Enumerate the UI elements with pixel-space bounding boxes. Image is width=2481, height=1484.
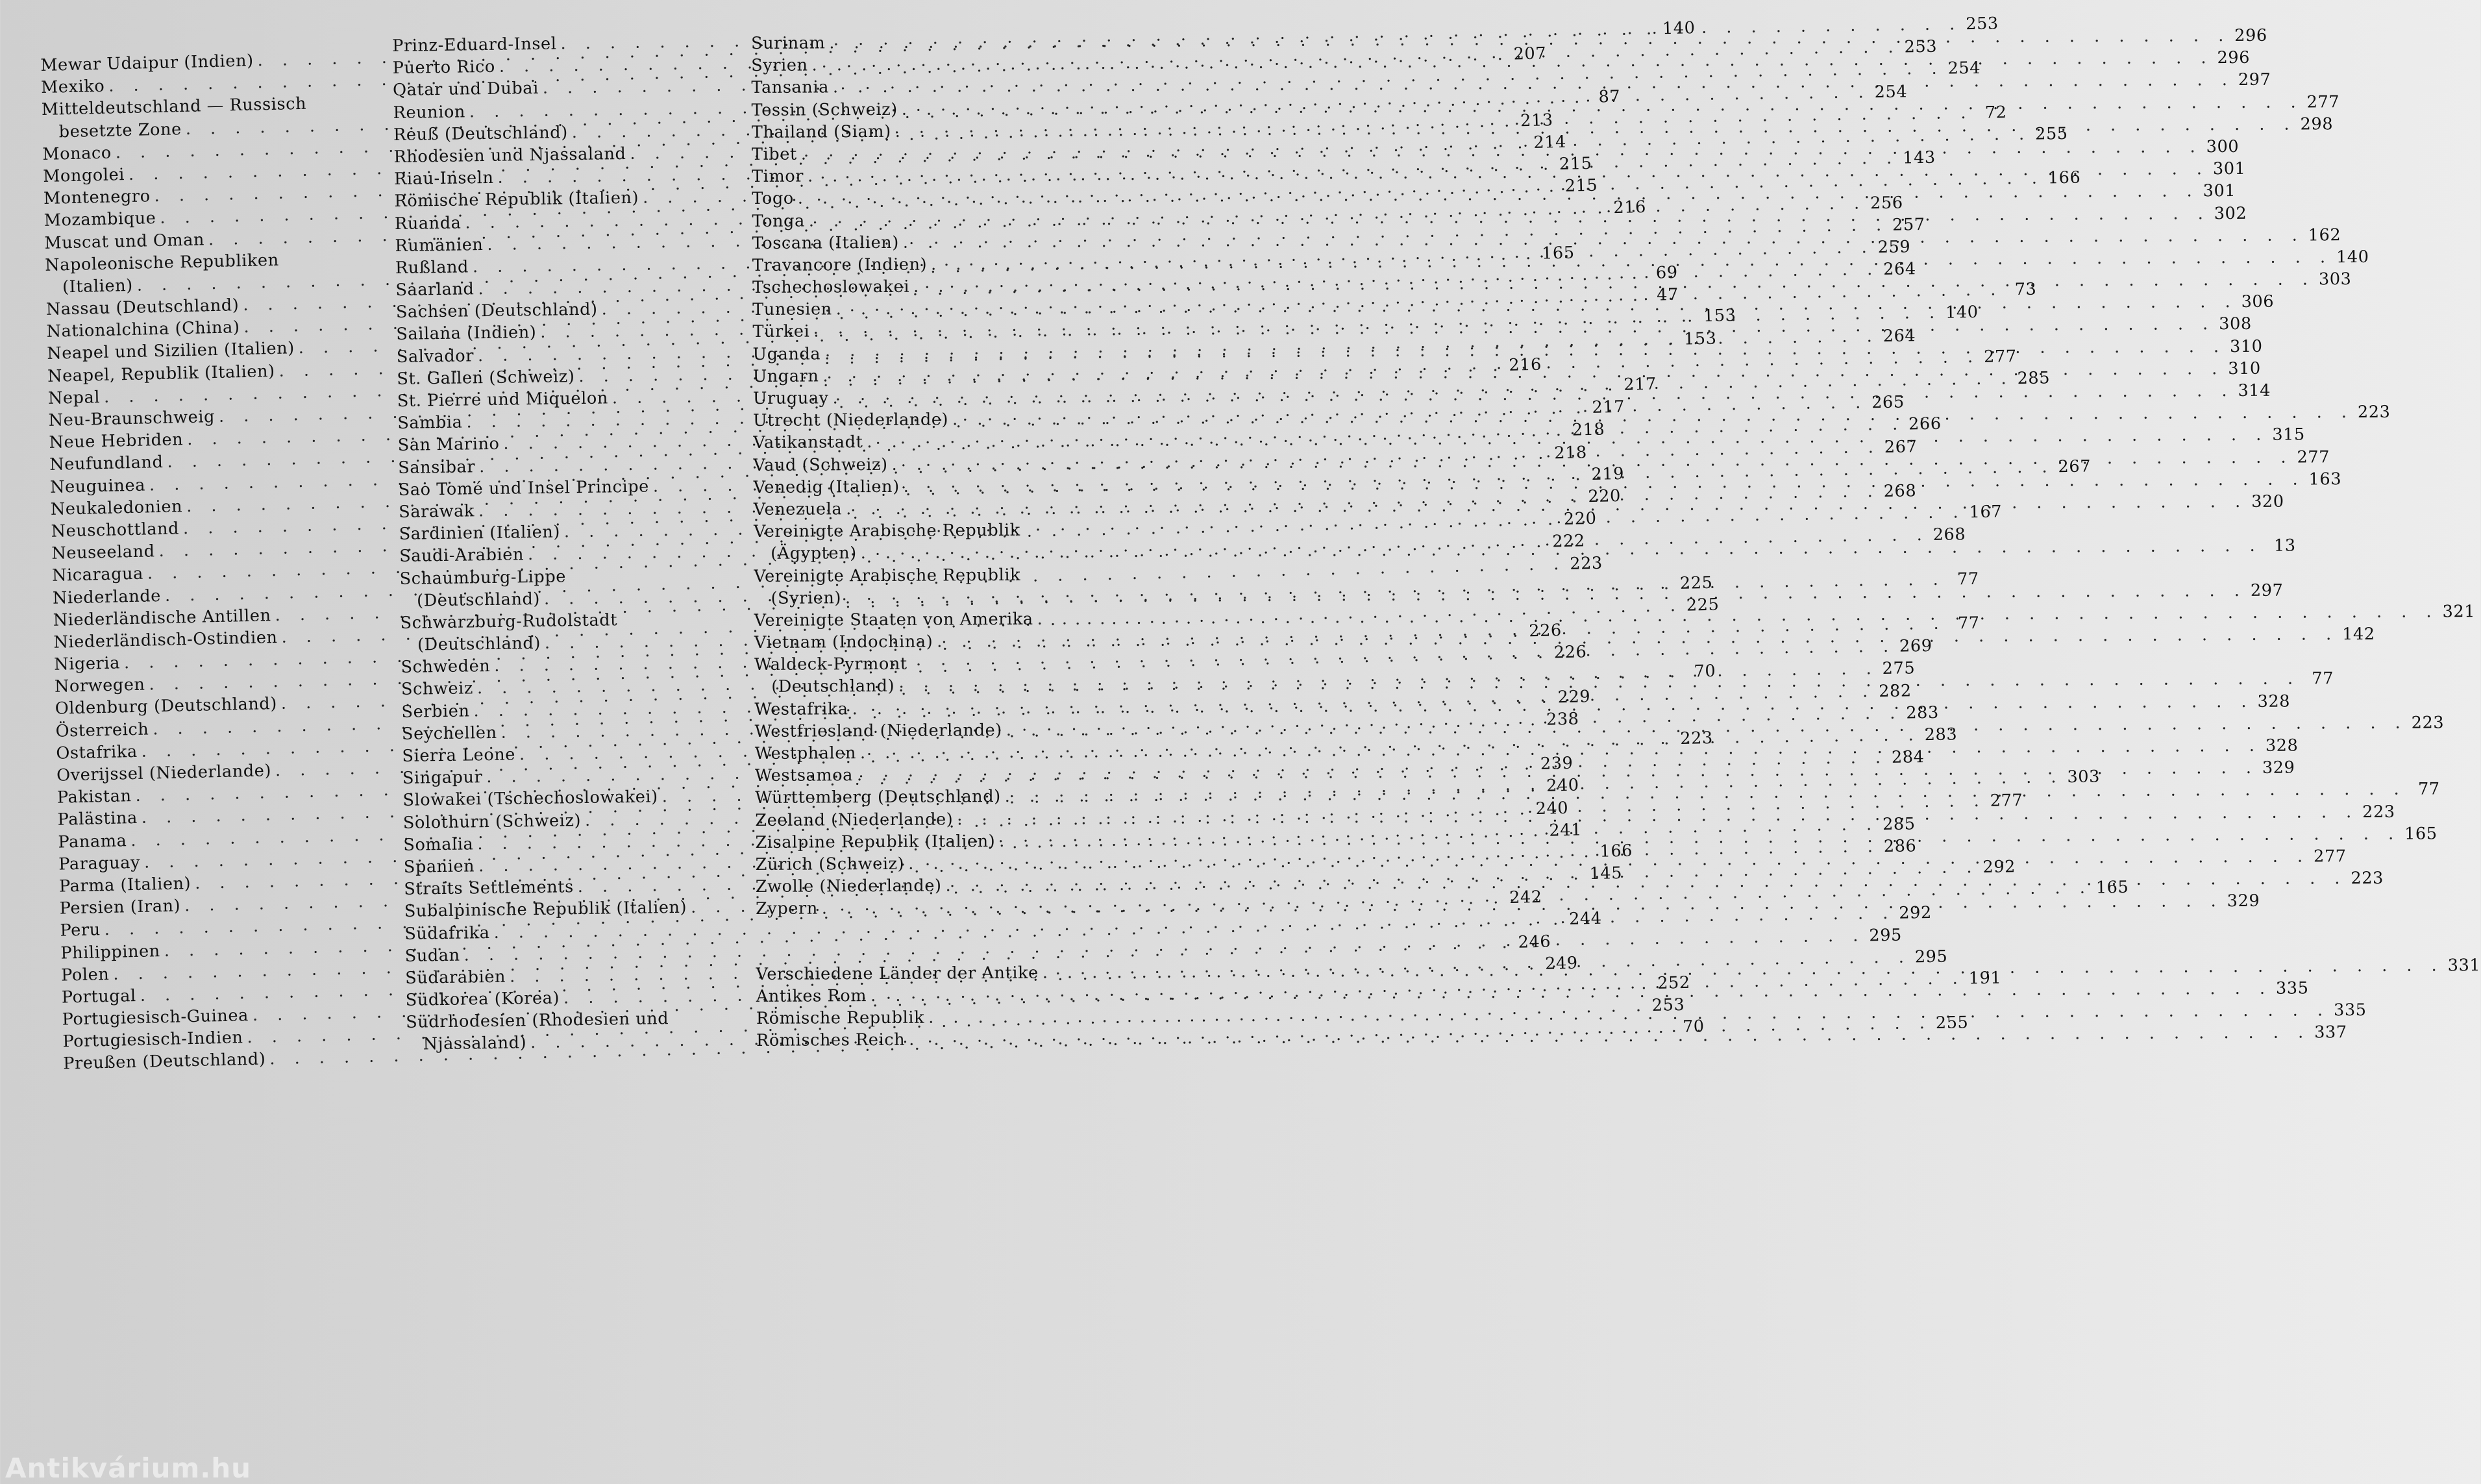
entry-name: Thailand (Siam) <box>751 121 891 142</box>
entry-page-number: 218 <box>1572 419 1605 440</box>
entry-page-number: 72 <box>1984 103 2007 123</box>
entry-page-number: 165 <box>1541 243 1575 264</box>
entry-page-number: 166 <box>1599 841 1633 861</box>
entry-page-number: 165 <box>2095 878 2129 898</box>
entry-name: Monaco <box>42 143 112 164</box>
entry-name: Mozambique <box>43 208 156 231</box>
entry-name: Ruanda <box>394 213 462 234</box>
entry-name: Saudi-Arabien <box>399 545 525 567</box>
entry-page-number: 282 <box>1879 681 1912 701</box>
entry-name: Württemberg (Deutschland) <box>755 787 1001 808</box>
entry-name: Westsamoa <box>754 765 854 786</box>
entry-name: Niederlande <box>52 586 162 608</box>
entry-page-number: 249 <box>1544 953 1578 974</box>
entry-page-number: 308 <box>2219 314 2252 334</box>
entry-name: St. Gallen (Schweiz) <box>397 366 575 389</box>
section-gap <box>756 919 1082 963</box>
entry-name: Uruguay <box>752 388 829 408</box>
entry-name: (Syrien) <box>771 587 842 608</box>
entry-page-number: 253 <box>1651 995 1685 1016</box>
entry-name: Timor <box>752 166 804 187</box>
entry-page-number: 315 <box>2272 425 2305 445</box>
entry-page-number: 77 <box>2417 779 2440 799</box>
entry-page-number: 285 <box>1882 814 1916 834</box>
entry-page-number: 218 <box>1553 442 1588 463</box>
entry-name: Straits Settlements <box>404 877 574 899</box>
entry-name: Neukaledonien <box>50 496 183 519</box>
entry-name: Parma (Italien) <box>58 874 191 897</box>
entry-name: Rumänien <box>395 234 484 256</box>
entry-name: Tansania <box>751 77 830 98</box>
entry-name: Neapel und Sizilien (Italien) <box>47 338 295 364</box>
entry-name: Ostafrika <box>56 741 138 763</box>
entry-page-number: 277 <box>2297 447 2330 467</box>
entry-name: (Deutschland) <box>416 589 541 611</box>
entry-page-number: 252 <box>1657 972 1691 993</box>
entry-name: Neapel, Republik (Italien) <box>47 361 275 386</box>
entry-page-number: 320 <box>2251 491 2284 512</box>
entry-name: Polen <box>60 964 110 985</box>
entry-page-number: 223 <box>2351 868 2384 889</box>
entry-page-number: 73 <box>2014 279 2037 300</box>
entry-page-number: 286 <box>1883 836 1917 856</box>
entry-page-number: 331 <box>2447 955 2481 975</box>
entry-page-number: 241 <box>1549 820 1583 841</box>
entry-page-number: 300 <box>2206 136 2240 157</box>
entry-name: Salvador <box>396 345 475 367</box>
entry-page-number: 215 <box>1559 153 1592 175</box>
entry-name: Reuß (Deutschland) <box>393 122 568 145</box>
entry-page-number: 191 <box>1968 968 2002 989</box>
entry-name: Verschiedene Länder der Antike <box>756 963 1039 984</box>
entry-name: Schwarzburg-Rudolstadt <box>400 610 618 633</box>
entry-name: Österreich <box>55 719 149 741</box>
entry-page-number: 220 <box>1563 508 1597 530</box>
entry-page-number: 240 <box>1535 798 1569 819</box>
entry-page-number: 219 <box>1591 464 1625 484</box>
watermark: Antikvárium.hu <box>5 1452 252 1484</box>
entry-page-number: 275 <box>1882 658 1916 679</box>
entry-name: Palästina <box>57 808 138 830</box>
entry-page-number: 259 <box>1877 237 1911 257</box>
entry-page-number: 255 <box>2034 123 2068 144</box>
entry-page-number: 268 <box>1883 481 1917 501</box>
entry-page-number: 140 <box>1945 303 1979 323</box>
entry-page-number: 314 <box>2238 380 2271 401</box>
entry-name: Peru <box>60 920 101 941</box>
entry-name: (Ägypten) <box>771 543 857 564</box>
entry-name: Zürich (Schweiz) <box>755 854 905 874</box>
entry-page-number: 310 <box>2230 336 2263 356</box>
entry-name: Vatikanstadt <box>753 432 863 453</box>
entry-name: Paraguay <box>58 852 141 874</box>
entry-name: Westfriesland (Niederlande) <box>754 720 1002 741</box>
entry-page-number: 142 <box>2342 624 2375 645</box>
entry-page-number: 223 <box>2362 802 2395 822</box>
entry-name: Sao Tomé und Insel Principe <box>398 476 650 500</box>
entry-page-number: 268 <box>1932 525 1966 545</box>
entry-page-number: 244 <box>1568 908 1602 929</box>
entry-name: Tibet <box>751 144 797 164</box>
entry-name: Nepal <box>47 387 101 408</box>
entry-name: Vietnam (Indochina) <box>754 632 933 653</box>
entry-name: Westphalen <box>754 743 857 763</box>
entry-name: Schweden <box>401 656 491 678</box>
entry-name: Zwolle (Niederlande) <box>755 876 942 897</box>
entry-name: San Marino <box>397 434 500 456</box>
entry-name: Venezuela <box>753 499 843 519</box>
entry-name: Neuguinea <box>49 475 146 497</box>
entry-name: besetzte Zone <box>58 119 182 142</box>
entry-page-number: 297 <box>2238 70 2271 90</box>
entry-name: Zeeland (Niederlande) <box>755 809 954 830</box>
entry-page-number: 292 <box>1899 902 1932 923</box>
entry-name: Südafrika <box>404 922 490 944</box>
entry-name: Singapur <box>402 767 483 789</box>
entry-name: Philippinen <box>60 941 161 963</box>
entry-page-number: 217 <box>1592 397 1625 418</box>
entry-name: Nigeria <box>53 653 121 674</box>
entry-name: Portugal <box>61 985 137 1008</box>
entry-name: St. Pierre und Miquelon <box>397 388 609 411</box>
entry-page-number: 70 <box>1694 662 1716 682</box>
entry-page-number: 297 <box>2250 580 2284 600</box>
entry-page-number: 223 <box>1569 553 1603 574</box>
entry-name: Tonga <box>752 211 805 231</box>
entry-page-number: 256 <box>1870 193 1903 213</box>
entry-name: Waldeck-Pyrmont <box>754 654 907 675</box>
entry-page-number: 70 <box>1682 1017 1705 1037</box>
entry-name: Togo <box>752 188 794 209</box>
entry-name: Sarawak <box>399 501 475 522</box>
entry-page-number: 214 <box>1533 132 1567 153</box>
entry-name: Pakistan <box>56 786 132 808</box>
entry-page-number: 216 <box>1509 354 1542 375</box>
entry-name: Spanien <box>403 856 475 877</box>
entry-page-number: 153 <box>1703 306 1736 327</box>
entry-page-number: 140 <box>1662 18 1696 39</box>
entry-page-number: 283 <box>1906 702 1940 723</box>
entry-page-number: 253 <box>1904 36 1938 57</box>
entry-page-number: 298 <box>2300 114 2334 134</box>
entry-page-number: 257 <box>1892 214 1925 235</box>
entry-page-number: 77 <box>2312 669 2334 689</box>
entry-name: Nicaragua <box>51 563 144 586</box>
entry-page-number: 253 <box>1966 14 1999 34</box>
entry-name: Reunion <box>393 101 466 123</box>
entry-page-number: 301 <box>2203 181 2236 201</box>
entry-page-number: 335 <box>2333 1000 2367 1020</box>
entry-page-number: 337 <box>2314 1022 2347 1043</box>
entry-page-number: 47 <box>1656 285 1679 305</box>
entry-name: Sierra Leone <box>402 745 516 766</box>
entry-page-number: 239 <box>1540 753 1574 774</box>
entry-page-number: 217 <box>1623 374 1657 395</box>
entry-page-number: 167 <box>1969 502 2003 523</box>
entry-page-number: 267 <box>1884 436 1918 457</box>
entry-page-number: 246 <box>1518 932 1551 952</box>
entry-page-number: 306 <box>2241 291 2275 312</box>
entry-name: Sailana (Indien) <box>396 323 537 345</box>
entry-page-number: 321 <box>2442 601 2476 622</box>
entry-page-number: 215 <box>1564 175 1598 197</box>
entry-name: Panama <box>58 830 127 852</box>
entry-name: Mexiko <box>40 76 105 98</box>
entry-page-number: 267 <box>2058 456 2092 476</box>
entry-page-number: 87 <box>1598 86 1621 107</box>
entry-page-number: 329 <box>2227 891 2260 911</box>
entry-page-number: 69 <box>1655 262 1678 283</box>
entry-page-number: 153 <box>1683 328 1717 349</box>
entry-page-number: 254 <box>1947 58 1981 79</box>
entry-page-number: 285 <box>2017 368 2051 389</box>
entry-page-number: 266 <box>1908 414 1942 434</box>
entry-name: Somalia <box>403 834 474 855</box>
entry-name: Ungarn <box>752 366 819 386</box>
entry-page-number: 225 <box>1686 595 1720 615</box>
entry-name: Neuseeland <box>51 541 155 563</box>
entry-page-number: 226 <box>1553 642 1587 663</box>
entry-page-number: 264 <box>1882 259 1916 280</box>
entry-name: Niederländische Antillen <box>53 605 271 630</box>
entry-name: Muscat und Oman <box>44 229 205 253</box>
entry-page-number: 240 <box>1546 775 1580 797</box>
entry-page-number: 216 <box>1613 197 1647 217</box>
index-entry <box>754 563 1080 587</box>
entry-name: Sambia <box>397 412 463 434</box>
entry-name: Mongolei <box>42 165 125 186</box>
entry-name: Puerto Rico <box>392 56 496 79</box>
entry-name: (Deutschland) <box>771 676 895 697</box>
entry-page-number: 226 <box>1528 621 1562 641</box>
entry-name: Montenegro <box>43 186 151 209</box>
entry-name: Tunesien <box>752 299 832 320</box>
entry-name: Solothurn (Schweiz) <box>402 810 582 833</box>
entry-page-number: 223 <box>2411 713 2445 733</box>
entry-name: Norwegen <box>54 674 145 697</box>
entry-name: Oldenburg (Deutschland) <box>55 694 278 719</box>
entry-name: Sansibar <box>398 456 476 478</box>
entry-page-number: 223 <box>1680 728 1714 748</box>
entry-page-number: 277 <box>2306 92 2340 112</box>
entry-name: Riau-Inseln <box>393 167 494 190</box>
entry-name: Nationalchina (China) <box>46 317 240 342</box>
entry-name: Sardinien (Italien) <box>399 522 561 545</box>
entry-page-number: 303 <box>2067 767 2101 787</box>
entry-page-number: 328 <box>2257 691 2291 711</box>
entry-name: Utrecht (Niederlande) <box>753 410 949 431</box>
entry-page-number: 295 <box>1869 925 1903 946</box>
entry-page-number: 269 <box>1899 636 1932 656</box>
entry-name: Vaud (Schweiz) <box>753 454 888 475</box>
entry-page-number: 283 <box>1924 724 1958 745</box>
entry-name: Travancore (Indien) <box>752 254 928 275</box>
entry-name: Qatar und Dubai <box>392 79 539 101</box>
entry-page-number: 140 <box>2336 247 2369 267</box>
entry-page-number: 145 <box>1589 863 1623 884</box>
entry-page-number: 277 <box>2314 847 2347 867</box>
entry-page-number: 213 <box>1520 110 1553 131</box>
entry-name: Persien (Iran) <box>59 896 181 919</box>
entry-name: Westafrika <box>754 699 848 719</box>
index-entry <box>754 652 1081 676</box>
entry-name: Sudan <box>404 945 460 966</box>
entry-name: Südkorea (Korea) <box>405 988 560 1010</box>
entry-page-number: 162 <box>2308 225 2341 245</box>
entry-name: Overijssel (Niederlande) <box>56 761 272 785</box>
entry-page-number: 229 <box>1557 686 1591 707</box>
entry-page-number: 254 <box>1874 81 1908 102</box>
entry-name: Portugiesisch-Indien <box>62 1028 243 1052</box>
entry-page-number: 163 <box>2308 469 2342 489</box>
entry-name: Neue Hebriden <box>49 430 184 453</box>
entry-name: Vereinigte Staaten von Amerika <box>754 609 1033 630</box>
entry-page-number: 166 <box>2047 168 2081 188</box>
entry-name: Syrien <box>751 55 808 76</box>
entry-page-number: 328 <box>2265 736 2299 756</box>
entry-name: (Italien) <box>62 275 134 297</box>
entry-page-number: 143 <box>1903 147 1936 168</box>
entry-page-number: 265 <box>1871 392 1905 413</box>
entry-page-number: 277 <box>1990 790 2023 811</box>
entry-page-number: 13 <box>2273 536 2296 556</box>
entry-page-number: 220 <box>1588 486 1622 507</box>
entry-name: Mewar Udaipur (Indien) <box>40 51 254 75</box>
entry-name: Neufundland <box>49 452 164 475</box>
entry-page-number: 77 <box>1956 569 1979 589</box>
entry-name: Njassaland) <box>423 1033 527 1054</box>
entry-name: Sachsen (Deutschland) <box>395 299 598 323</box>
entry-name: Preußen (Deutschland) <box>62 1049 266 1074</box>
entry-name: Vereinigte Arabische Republik <box>754 565 1021 586</box>
entry-page-number: 284 <box>1891 747 1925 768</box>
entry-page-number: 301 <box>2212 159 2246 179</box>
entry-page-number: 296 <box>2217 48 2251 68</box>
entry-name: Subalpinische Republik (Italien) <box>404 898 687 922</box>
entry-name: Venedig (Italien) <box>753 476 900 497</box>
entry-name: Toscana (Italien) <box>752 232 899 253</box>
entry-page-number: 296 <box>2234 25 2267 46</box>
entry-page-number: 165 <box>2404 824 2438 844</box>
entry-name: Neuschottland <box>51 519 180 541</box>
entry-name: Prinz-Eduard-Insel <box>392 34 557 56</box>
entry-name: Südarabien <box>405 967 506 988</box>
entry-page-number: 303 <box>2318 269 2352 290</box>
entry-name: Schweiz <box>401 678 474 700</box>
entry-page-number: 255 <box>1935 1013 1969 1033</box>
entry-name: Rhodesien und Njassaland <box>393 143 626 167</box>
entry-page-number: 242 <box>1509 887 1542 908</box>
entry-name: Antikes Rom <box>756 985 867 1006</box>
entry-name: Zypern <box>755 898 818 919</box>
entry-page-number: 77 <box>1957 613 1980 634</box>
entry-name: Tessin (Schweiz) <box>751 99 898 120</box>
entry-name: Rußland <box>395 257 469 278</box>
entry-page-number: 329 <box>2262 758 2295 778</box>
entry-name: Zisalpine Republik (Italien) <box>755 831 996 852</box>
entry-page-number: 302 <box>2214 203 2247 223</box>
entry-name: Tschechoslowakei <box>752 277 910 298</box>
entry-name: Römische Republik (Italien) <box>394 188 639 212</box>
entry-name: Serbien <box>401 701 470 722</box>
entry-name: Schaumburg-Lippe <box>399 566 567 589</box>
entry-page-number: 223 <box>2357 402 2391 423</box>
entry-page-number: 264 <box>1882 325 1916 346</box>
entry-page-number: 292 <box>1982 857 2016 878</box>
entry-page-number: 222 <box>1551 531 1586 552</box>
entry-page-number: 225 <box>1679 573 1713 593</box>
entry-page-number: 238 <box>1546 709 1579 730</box>
entry-name: Seychellen <box>401 723 497 744</box>
entry-page-number: 335 <box>2275 978 2309 998</box>
entry-name: Südrhodesien (Rhodesien und <box>406 1009 669 1033</box>
entry-name: Mitteldeutschland — Russisch <box>41 94 307 120</box>
entry-name: (Deutschland) <box>417 633 541 655</box>
entry-page-number: 295 <box>1914 946 1948 967</box>
entry-name: Vereinigte Arabische Republik <box>753 520 1020 542</box>
entry-name: Napoleonische Republiken <box>45 250 280 275</box>
entry-page-number: 310 <box>2228 358 2261 378</box>
entry-name: Uganda <box>752 344 821 364</box>
entry-name: Türkei <box>752 321 810 342</box>
entry-name: Neu-Braunschweig <box>48 407 216 430</box>
entry-name: Römische Republik <box>756 1008 925 1028</box>
entry-name: Slowakei (Tschechoslowakei) <box>402 787 658 811</box>
entry-name: Surinam <box>751 33 826 53</box>
entry-name: Saarland <box>395 279 475 301</box>
entry-name: Nassau (Deutschland) <box>45 295 240 319</box>
entry-name: Portugiesisch-Guinea <box>62 1006 249 1030</box>
entry-page-number: 207 <box>1513 43 1547 64</box>
entry-name: Römisches Reich <box>756 1030 906 1051</box>
entry-name: Niederländisch-Ostindien <box>53 627 278 652</box>
entry-page-number: 277 <box>1983 346 2017 367</box>
index-entry <box>754 519 1080 543</box>
